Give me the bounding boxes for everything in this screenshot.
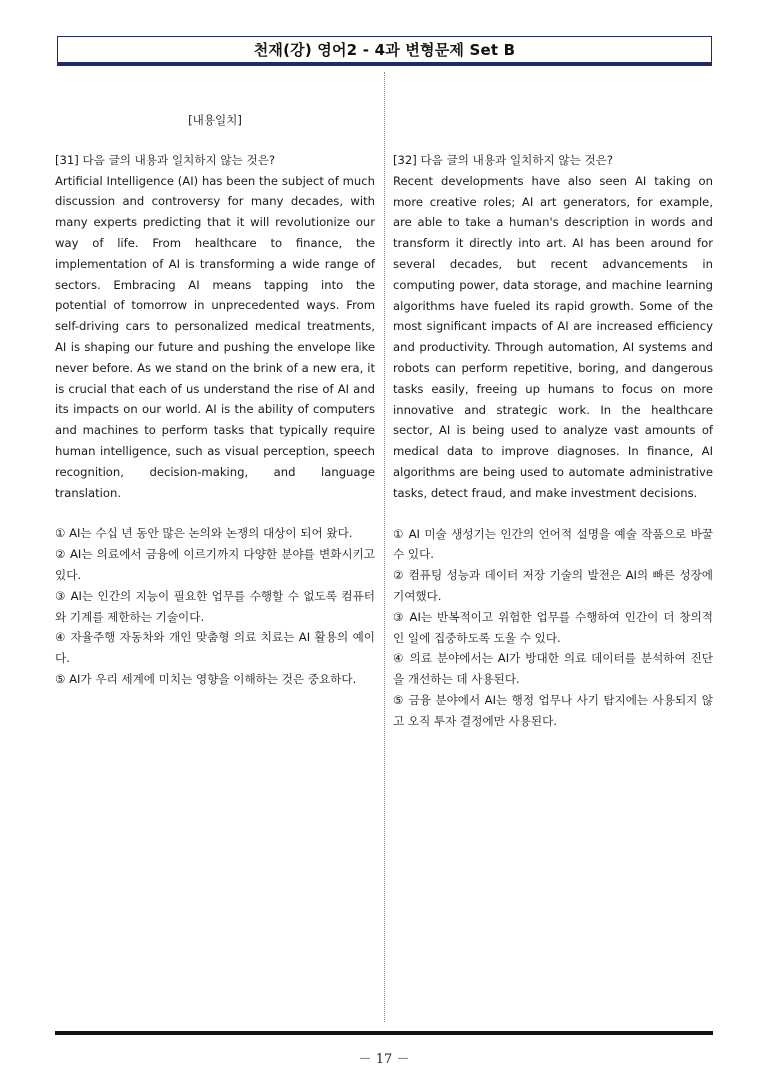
answer-option[interactable]: ③ AI는 반복적이고 위험한 업무를 수행하여 인간이 더 창의적인 일에 집중하도록 도울 수 있다. — [393, 609, 713, 645]
answer-option[interactable]: ① AI는 수십 년 동안 많은 논의와 논쟁의 대상이 되어 왔다. — [55, 526, 353, 541]
column-divider — [384, 72, 385, 1022]
footer-rule — [55, 1031, 713, 1035]
page-title: 천재(강) 영어2 - 4과 변형문제 Set B — [253, 41, 516, 59]
answer-option[interactable]: ③ AI는 인간의 지능이 필요한 업무를 수행할 수 없도록 컴퓨터와 기계를 제한하는 기술이다. — [55, 588, 375, 624]
question-32-passage: Recent developments have also seen AI taking on more creative roles; AI art generators, for example, are able to take a human's description in words and transform it directly into art. AI has been around for several decades, but recent advancements in computing power, data storage, and machine learning algorithms have fueled its rapid growth. Some of the most significant impacts of AI are increased efficiency and productivity. Through automation, AI systems and robots can perform repetitive, boring, and dangerous tasks easily, freeing up humans to focus on more innovative and strategic work. In the healthcare sector, AI is being used to analyze vast amounts of medical data to improve diagnoses. In finance, AI algorithms are being used to automate administrative tasks, detect fraud, and make investment decisions. — [393, 173, 713, 500]
question-31-title: [31] 다음 글의 내용과 일치하지 않는 것은? — [55, 152, 276, 167]
answer-option[interactable]: ④ 의료 분야에서는 AI가 방대한 의료 데이터를 분석하여 진단을 개선하는 데 사용된다. — [393, 651, 713, 687]
answer-option[interactable]: ④ 자율주행 자동차와 개인 맞춤형 의료 치료는 AI 활용의 예이다. — [55, 630, 375, 666]
page-number: － 17 － — [358, 1052, 410, 1067]
answer-option[interactable]: ② AI는 의료에서 금융에 이르기까지 다양한 분야를 변화시키고 있다. — [55, 547, 375, 582]
right-column — [393, 150, 713, 732]
answer-option[interactable]: ② 컴퓨팅 성능과 데이터 저장 기술의 발전은 AI의 빠른 성장에 기여했다. — [393, 568, 713, 603]
left-column — [55, 110, 375, 690]
answer-option[interactable]: ⑤ 금융 분야에서 AI는 행정 업무나 사기 탐지에는 사용되지 않고 오직 투자 결정에만 사용된다. — [393, 692, 713, 728]
question-31-options — [55, 523, 375, 689]
question-32-options — [393, 524, 713, 732]
page-header — [57, 36, 712, 66]
answer-option[interactable]: ① AI 미술 생성기는 인간의 언어적 설명을 예술 작품으로 바꿀 수 있다. — [393, 526, 713, 562]
question-32-title: [32] 다음 글의 내용과 일치하지 않는 것은? — [393, 153, 614, 167]
answer-option[interactable]: ⑤ AI가 우리 세계에 미치는 영향을 이해하는 것은 중요하다. — [55, 671, 357, 686]
section-label: [내용일치] — [188, 113, 242, 127]
question-31-passage: Artificial Intelligence (AI) has been the subject of much discussion and controversy for many decades, with many experts predicting that it will revolutionize our way of life. From healthcare to finance, the implementation of AI is transforming a wide range of sectors. Embracing AI means tapping into the potential of tomorrow in unprecedented ways. From self-driving cars to personalized medical treatments, AI is shaping our future and pushing the envelope like never before. As we stand on the brink of a new era, it is crucial that each of us understand the rise of AI and its impacts on our world. AI is the ability of computers and machines to perform tasks that typically require human intelligence, such as visual perception, speech recognition, decision-making, and language translation. — [55, 173, 375, 500]
